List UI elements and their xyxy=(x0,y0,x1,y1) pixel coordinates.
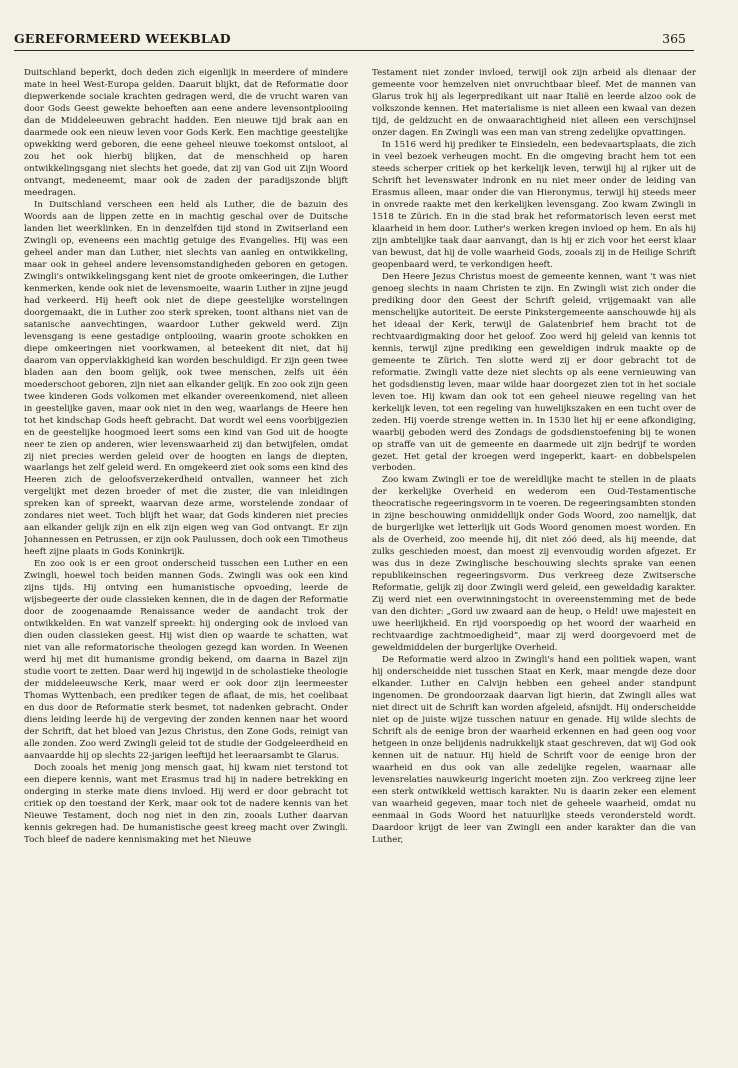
paragraph: De Reformatie werd alzoo in Zwingli's hand een politiek wapen, want hij onderscheidde niet tusschen Staat en Kerk, maar mengde deze door elkander. Luther en Calvijn hebben een geheel ander standpunt ingenomen. De grondoorzaak daarvan ligt hierin, dat Zwingli alles wat niet direct uit de Schrift kan worden afgeleid, afsnijdt. Hij onderscheidde niet op de juiste wijze tusschen natuur en genade. Hij wilde slechts de Schrift als de eenige bron der waarheid erkennen en had geen oog voor hetgeen in onze belijdenis nadrukkelijk staat geschreven, dat wij God ook kennen uit de natuur. Hij hield de Schrift voor de eenige bron der waarheid en dus ook van alle zedelijke regelen, waarnaar alle levensrelaties nauwkeurig ingericht moeten zijn. Zoo verkreeg zijne leer een sterk ontwikkeld wettisch karakter. Nu is daarin zeker een element van waarheid gegeven, maar toch niet de geheele waarheid, omdat nu eenmaal in Gods Woord het natuurlijke steeds verondersteld wordt. Daardoor krijgt de leer van Zwingli een ander karakter dan die van Luther, xyxy=(372,655,696,845)
paragraph: Duitschland beperkt, doch deden zich eigenlijk in meerdere of mindere mate in heel West-Europa gelden. Daaruit blijkt, dat de Reformatie door diepwerkende sociale krachten gedragen werd, die de vrucht waren van door Gods Geest gewekte behoeften aan eene andere levensontplooiing dan de Middeleeuwen gebracht hadden. Een nieuwe tijd brak aan en daarmede ook een nieuw leven voor Gods Kerk. Een machtige geestelijke opwekking werd geboren, die eene geheel nieuwe toekomst ontsloot, al zou het ook hierbij blijken, dat de menschheid op haren ontwikkelingsgang niet slechts het goede, dat zij van God uit Zijn Woord ontvangt, medeneemt, maar ook de zaden der paradijszonde blijft meedragen. xyxy=(24,68,348,198)
right-column xyxy=(372,68,696,998)
paragraph: In 1516 werd hij prediker te Einsiedeln, een bedevaartsplaats, die zich in veel bezoek verheugen mocht. En die omgeving bracht hem tot een steeds scherper critiek op het kerkelijk leven, terwijl hij al rijker uit de Schrift het levenswater indronk en nu niet meer onder de leiding van Erasmus alleen, maar onder die van Hieronymus, terwijl hij steeds meer in onvrede raakte met den kerkelijken levensgang. Zoo kwam Zwingli in 1518 te Zürich. En in die stad brak het reformatorisch leven eerst met klaarheid in hem door. Luther's werken kregen invloed op hem. En als hij zijn ambtelijke taak daar aanvangt, dan is hij er zich voor het eerst klaar van bewust, dat hij de volle waarheid Gods, zooals zij in de Heilige Schrift geopenbaard werd, te verkondigen heeft. xyxy=(372,139,696,270)
paragraph: Testament niet zonder invloed, terwijl ook zijn arbeid als dienaar der gemeente voor hemzelven niet onvruchtbaar bleef. Met de mannen van Glarus trok hij als legerpredikant uit naar Italië en leerde alzoo ook de volkszonde kennen. Het materialisme is niet alleen een kwaal van dezen tijd, de geldzucht en de onwaarachtigheid niet alleen een verschijnsel onzer dagen. En Zwingli was een man van streng zedelijke opvattingen. xyxy=(372,68,696,138)
left-column xyxy=(24,68,348,998)
paragraph: Doch zooals het menig jong mensch gaat, hij kwam niet terstond tot een diepere kennis, want met Erasmus trad hij in nadere betrekking en onderging in sterke mate diens invloed. Hij werd er door gebracht tot critiek op den toestand der Kerk, maar ook tot de nadere kennis van het Nieuwe Testament, doch nog niet in den zin, zooals Luther daarvan kennis gekregen had. De humanistische geest kreeg macht over Zwingli. Toch bleef de nadere kennismaking met het Nieuwe xyxy=(24,763,348,845)
masthead-title: GEREFORMEERD WEEKBLAD xyxy=(14,31,231,46)
paragraph: Zoo kwam Zwingli er toe de wereldlijke macht te stellen in de plaats der kerkelijke Overheid en wederom een Oud-Testamentische theocratische regeeringsvorm in te voeren. De regeeringsambten stonden in zijne beschouwing onmiddellijk onder Gods Woord, zoo namelijk, dat de burgerlijke wet letterlijk uit Gods Woord genomen moest worden. En als de Overheid, zoo meende hij, dit niet zóó deed, als hij meende, dat zulks geschieden moest, dan moest zij evenvoudig worden afgezet. Er was dus in deze Zwinglische beschouwing slechts sprake van eenen republikeinschen regeeringsvorm. Dus verkreeg deze Zwitsersche Reformatie, gelijk zij door Zwingli werd geleid, een geweldadig karakter. Zij werd niet een overwinningstocht in overeenstemming met de bede van den dichter: „Gord uw zwaard aan de heup, o Held! uwe majesteit en uwe heerlijkheid. En rijd voorspoedig op het woord der waarheid en rechtvaardige zachtmoedigheid”, maar zij werd doorgevoerd met de geweldmiddelen der burgerlijke Overheid. xyxy=(372,475,696,654)
paragraph: In Duitschland verscheen een held als Luther, die de bazuin des Woords aan de lippen zette en in machtig geschal over de Duitsche landen liet weerklinken. En in denzelfden tijd stond in Zwitserland een Zwingli op, eveneens een machtig getuige des Evangelies. Hij was een geheel ander man dan Luther, niet slechts van aanleg en ontwikkeling, maar ook in geheel andere levensomstandigheden geboren en getogen. Zwingli's ontwikkelingsgang kent niet de groote omkeeringen, die Luther kenmerken, kende ook niet de levensmoeite, waarin Luther in zijne jeugd had verkeerd. Hij heeft ook niet de diepe geestelijke worstelingen doorgemaakt, die in Luther zoo sterk spreken, toont althans niet van de satanische aanvechtingen, waardoor Luther gekweld werd. Zijn levensgang is eene gestadige ontplooiing, waarin groote schokken en diepe omkeeringen niet voorkwamen, al beteekent dit niet, dat hij daarom van oppervlakkigheid kan worden beschuldigd. Er zijn geen twee bladen aan den boom gelijk, ook twee menschen, zelfs uit één moederschoot geboren, zijn niet aan elkander gelijk. En zoo ook zijn geen twee kinderen Gods volkomen met elkander overeenkomend, niet alleen in geestelijke gaven, maar ook niet in den weg, waarlangs de Heere hen tot het kindschap Gods heeft gebracht. Dat wordt wel eens voorbijgezien en de geestelijke hoogmoed leert soms een kind van God uit de hoogte neer te zien op anderen, wier levenswaarheid zij dan betwijfelen, omdat zij niet precies werden geleid over de hoogten en langs de diepten, waarlangs het zelf geleid werd. En omgekeerd ziet ook soms een kind des Heeren zich de geloofsverzekerdheid ontvallen, wanneer het zich vergelijkt met dezen broeder of met die zuster, die van inleidingen spreken kan of spreekt, waarvan deze arme, worstelende zondaar of zondares niet weet. Toch blijft het waar, dat Gods kinderen niet precies aan elkander gelijk zijn en elk zijn eigen weg van God ontvangt. Er zijn Johannessen en Petrussen, er zijn ook Paulussen, doch ook een Timotheus heeft zijne plaats in Gods Koninkrijk. xyxy=(24,199,348,558)
paragraph: En zoo ook is er een groot onderscheid tusschen een Luther en een Zwingli, hoewel toch beiden mannen Gods. Zwingli was ook een kind zijns tijds. Hij ontving een humanistische opvoeding, leerde de wijsbegeerte der oude classieken kennen, die in de dagen der Reformatie door de zoogenaamde Renaissance weder de aandacht trok der ontwikkelden. En wat vanzelf spreekt: hij onderging ook de invloed van dien ouden classieken geest. Hij wist dien op waarde te schatten, wat niet van alle reformatorische theologen gezegd kan worden. In Weenen werd hij met dit humanisme grondig bekend, om daarna in Bazel zijn studie voort te zetten. Daar werd hij ingewijd in de scholastieke theologie der middeleeuwsche Kerk, maar werd er ook door zijn leermeester Thomas Wyttenbach, een prediker tegen de aflaat, de mis, het coelibaat en dus door de Reformatie sterk besmet, tot nadenken gebracht. Onder diens leiding leerde hij de vergeving der zonden kennen naar het woord der Schrift, dat het bloed van Jezus Christus, den Zone Gods, reinigt van alle zonden. Zoo werd Zwingli geleid tot de studie der Godgeleerdheid en aanvaardde hij op slechts 22-jarigen leeftijd het leeraarsambt te Glarus. xyxy=(24,559,348,762)
page-number: 365 xyxy=(662,31,686,46)
paragraph: Den Heere Jezus Christus moest de gemeente kennen, want 't was niet genoeg slechts in naam Christen te zijn. En Zwingli wist zich onder die prediking door den Geest der Schrift geleid, vrijgemaakt van alle menschelijke autoriteit. De eerste Pinkstergemeente aanschouwde hij als het ideaal der Kerk, terwijl de Galatenbrief hem bracht tot de rechtvaardigmaking door het geloof. Zoo werd hij geleid van kennis tot kennis, terwijl zijne prediking een geweldigen indruk maakte op de gemeente te Zürich. Ten slotte werd zij er door gebracht tot de reformatie. Zwingli vatte deze niet slechts op als eene vernieuwing van het godsdienstig leven, maar wilde haar doorgezet zien tot in het sociale leven toe. Hij kwam dan ook tot een geheel nieuwe regeling van het kerkelijk leven, tot een regeling van huwelijkszaken en een tucht over de zeden. Hij voerde strenge wetten in. In 1530 liet hij er eene afkondiging, waarbij geboden werd des Zondags de godsdienstoefening bij te wonen op straffe van uit de gemeente en daarmede uit zijn bedrijf te worden gezet. Het getal der kroegen werd ingeperkt, kaart- en dobbelspelen verboden. xyxy=(372,271,696,474)
page-header xyxy=(14,30,694,51)
